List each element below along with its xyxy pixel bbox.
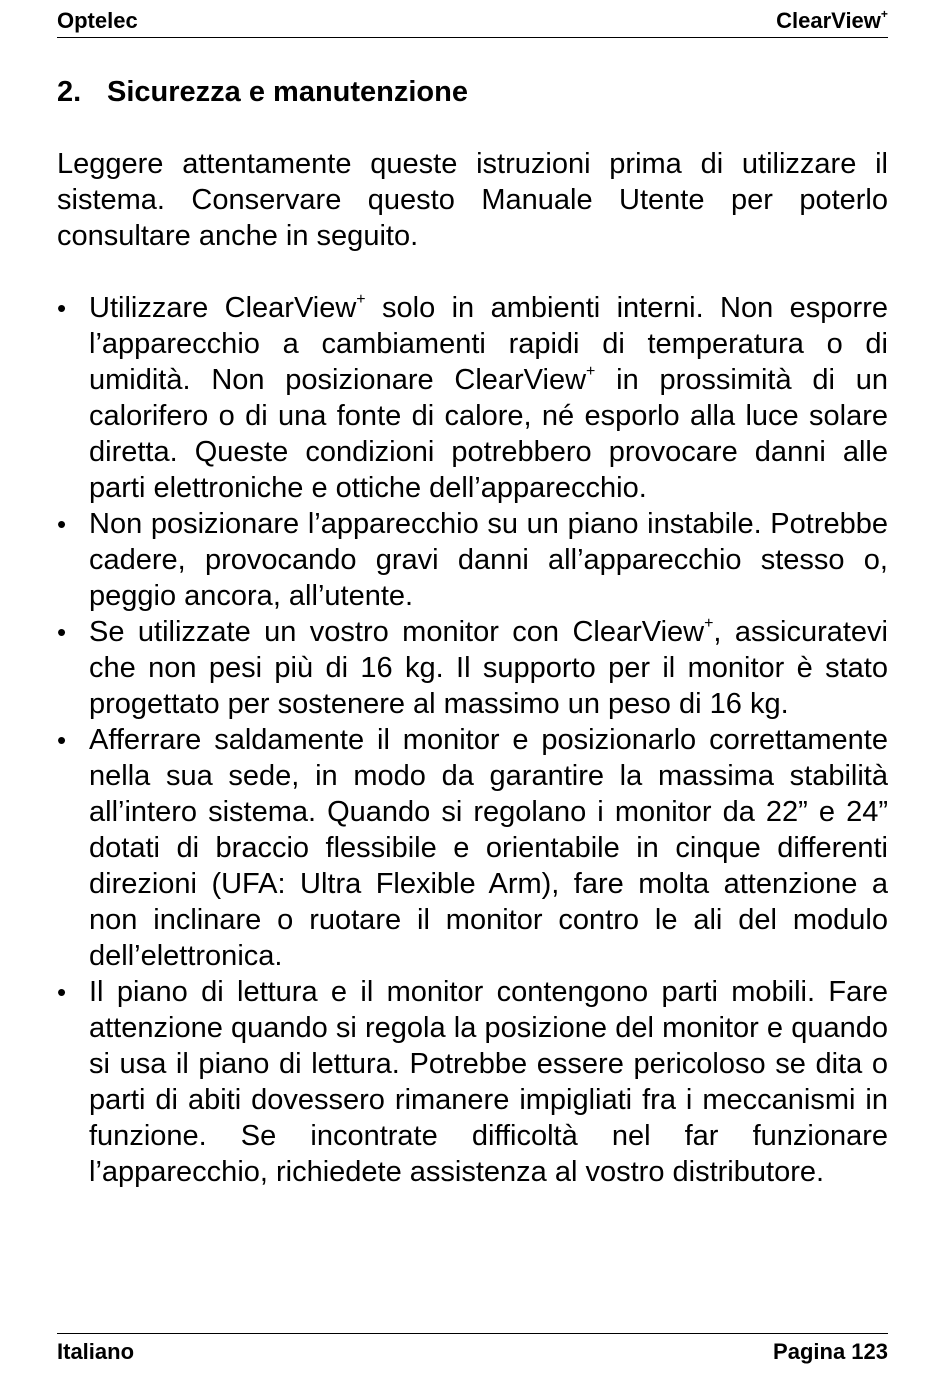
page-footer <box>57 1333 888 1367</box>
header-brand: Optelec <box>57 8 138 33</box>
footer-page-number: Pagina 123 <box>773 1339 888 1364</box>
item-text: in prossimità di un calorifero o di una fonte di calore, né esporlo alla luce solare diretta. Queste condizioni potrebbero provocare danni alle parti elettroniche e ottiche dell’apparecchio. <box>89 364 888 504</box>
item-text: Afferrare saldamente il monitor e posizionarlo correttamente nella sua sede, in modo da garantire la massima stabilità all’intero sistema. Quando si regolano i monitor da 22” e 24” dotati di braccio flessibile e orientabile in cinque differenti direzioni (UFA: Ultra Flexible Arm), fare molta attenzione a non inclinare o ruotare il monitor contro le ali del modulo dell’elettronica. <box>89 724 888 972</box>
list-item <box>57 506 888 614</box>
item-text: Se utilizzate un vostro monitor con ClearView <box>89 616 705 648</box>
list-item <box>57 974 888 1190</box>
header-product-sup: + <box>880 6 888 21</box>
header-product-name: ClearView <box>776 8 881 33</box>
section-heading <box>57 74 888 110</box>
item-text: Non posizionare l’apparecchio su un piano instabile. Potrebbe cadere, provocando gravi danni all’apparecchio stesso o, peggio ancora, all’utente. <box>89 508 888 612</box>
bullet-icon: • <box>57 509 67 539</box>
page-header <box>57 8 888 38</box>
item-text: solo in ambienti interni. Non esporre l’apparecchio a cambiamenti rapidi di temperatura o di umidità. Non posizionare ClearView <box>89 292 888 396</box>
list-item <box>57 722 888 974</box>
item-sup: + <box>704 614 714 632</box>
list-item <box>57 614 888 722</box>
bullet-icon: • <box>57 725 67 755</box>
header-product <box>776 8 888 34</box>
item-text: , assicuratevi che non pesi più di 16 kg. Il supporto per il monitor è stato progettato per sostenere al massimo un peso di 16 kg. <box>89 616 888 720</box>
list-item <box>57 290 888 506</box>
item-sup: + <box>586 362 596 380</box>
item-text: Il piano di lettura e il monitor contengono parti mobili. Fare attenzione quando si regola la posizione del monitor e quando si usa il piano di lettura. Potrebbe essere pericoloso se dita o parti di abiti dovessero rimanere impigliati fra i meccanismi in funzione. Se incontrate difficoltà nel far funzionare l’apparecchio, richiedete assistenza al vostro distributore. <box>89 976 888 1188</box>
bullet-icon: • <box>57 617 67 647</box>
page-content <box>57 74 888 1190</box>
item-text: Utilizzare ClearView <box>89 292 357 324</box>
intro-paragraph: Leggere attentamente queste istruzioni prima di utilizzare il sistema. Conservare questo Manuale Utente per poterlo consultare anche in seguito. <box>57 148 888 252</box>
safety-list <box>57 290 888 1190</box>
bullet-icon: • <box>57 977 67 1007</box>
section-number: 2. <box>57 76 82 108</box>
bullet-icon: • <box>57 293 67 323</box>
section-title: Sicurezza e manutenzione <box>107 76 468 108</box>
item-sup: + <box>356 290 366 308</box>
footer-language: Italiano <box>57 1339 135 1364</box>
